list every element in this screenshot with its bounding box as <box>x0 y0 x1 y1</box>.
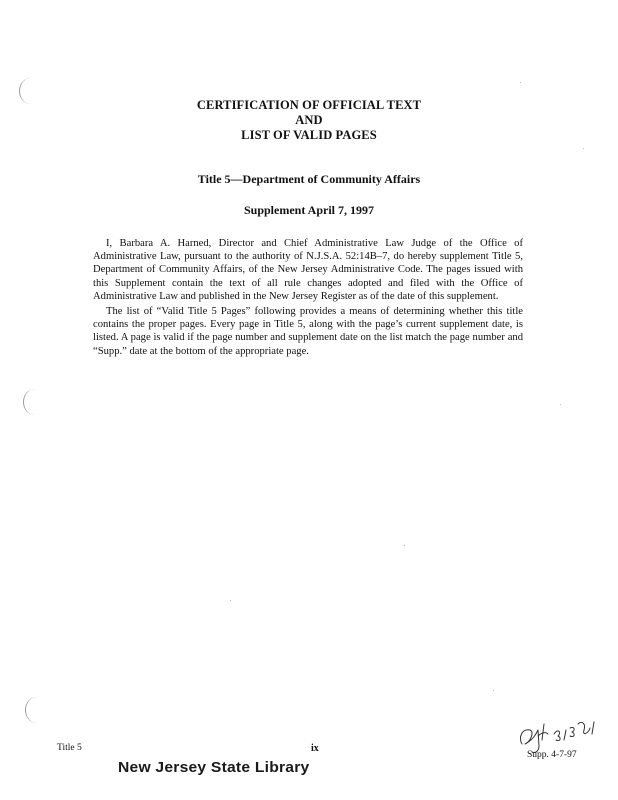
punch-hole <box>25 697 48 723</box>
punch-hole <box>23 389 46 415</box>
scan-speck <box>230 600 231 601</box>
footer-title: Title 5 <box>57 743 82 753</box>
scan-speck <box>493 690 494 691</box>
footer-supplement-date: Supp. 4-7-97 <box>527 750 577 760</box>
scan-speck <box>583 148 584 149</box>
scan-speck <box>560 404 561 405</box>
supplement-date-heading: Supplement April 7, 1997 <box>243 203 375 217</box>
title-subheading: Title 5—Department of Community Affairs <box>197 172 421 186</box>
heading-line-2: AND <box>295 113 323 127</box>
scan-speck <box>404 545 405 546</box>
valid-pages-paragraph: The list of “Valid Title 5 Pages” following provides a means of determining whether this title contains the proper pages. Every page in Title 5, along with the page’s current supplement date, is listed. A page is valid if the page number and supplement date on the list match the page number and “Supp.” date at the bottom of the appropriate page. <box>93 306 523 357</box>
page-number: ix <box>311 743 319 754</box>
handwritten-signature <box>508 710 608 760</box>
library-stamp: New Jersey State Library <box>118 760 310 776</box>
certification-paragraph: I, Barbara A. Harned, Director and Chief Administrative Law Judge of the Office of Administrative Law, pursuant to the authority of N.J.S.A. 52:14B–7, do hereby supplement Title 5, Department of Community Affairs, of the New Jersey Administrative Code. The pages issued with this Supplement contain the text of all rule changes adopted and filed with the Office of Administrative Law and published in the New Jersey Register as of the date of this supplement. <box>93 238 523 302</box>
scan-speck <box>520 82 521 83</box>
heading-line-3: LIST OF VALID PAGES <box>241 128 377 142</box>
certification-heading <box>0 98 618 143</box>
heading-line-1: CERTIFICATION OF OFFICIAL TEXT <box>196 98 422 112</box>
